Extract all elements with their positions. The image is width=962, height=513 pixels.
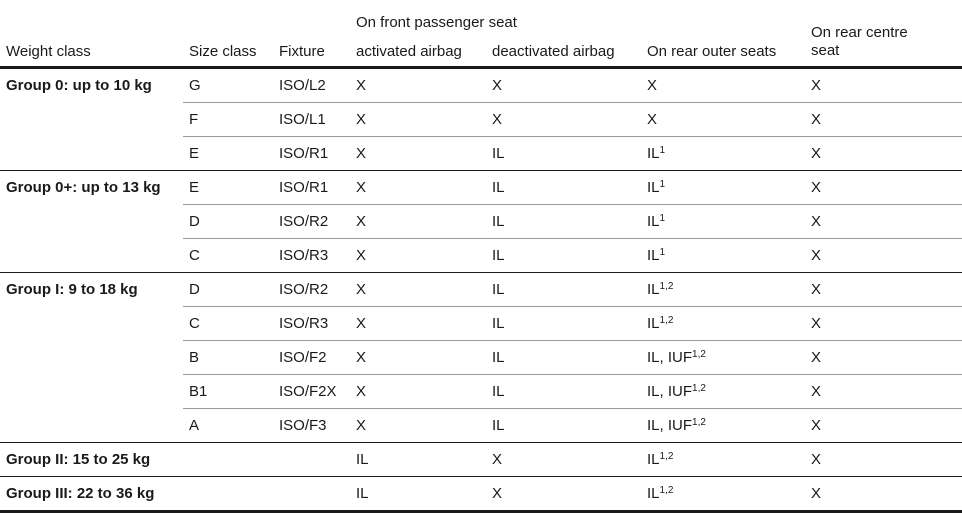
cell-rear-centre-text: X	[811, 349, 822, 366]
cell-activated-airbag	[350, 273, 486, 307]
cell-size-class	[183, 409, 273, 443]
cell-fixture	[273, 409, 350, 443]
header-deactivated-airbag: deactivated airbag	[492, 43, 615, 60]
cell-rear-outer	[641, 137, 805, 171]
cell-activated-airbag	[350, 239, 486, 273]
header-spacer	[0, 0, 183, 33]
cell-deactivated-airbag	[486, 171, 641, 205]
cell-rear-centre-text: X	[811, 247, 822, 264]
header-weight-class: Weight class	[6, 43, 91, 60]
cell-size-class-text: C	[189, 247, 200, 264]
cell-size-class	[183, 273, 273, 307]
cell-deactivated-airbag-text: X	[492, 77, 503, 94]
cell-deactivated-airbag-text: IL	[492, 145, 505, 162]
cell-deactivated-airbag	[486, 137, 641, 171]
cell-deactivated-airbag-text: X	[492, 451, 503, 468]
cell-fixture	[273, 341, 350, 375]
cell-rear-outer	[641, 103, 805, 137]
cell-fixture	[273, 171, 350, 205]
cell-size-class	[183, 477, 273, 512]
cell-fixture-text: ISO/F2X	[279, 383, 337, 400]
cell-deactivated-airbag-text: IL	[492, 179, 505, 196]
footnote-ref: 1,2	[692, 417, 706, 428]
cell-size-class	[183, 137, 273, 171]
cell-rear-centre-text: X	[811, 111, 822, 128]
cell-weight-class	[0, 443, 183, 477]
header-rear-outer: On rear outer seats	[647, 43, 777, 60]
cell-fixture-text: ISO/R1	[279, 145, 329, 162]
cell-rear-outer	[641, 409, 805, 443]
cell-rear-outer	[641, 239, 805, 273]
cell-size-class	[183, 68, 273, 103]
cell-deactivated-airbag	[486, 205, 641, 239]
cell-rear-centre	[805, 307, 962, 341]
table-row	[0, 137, 962, 171]
cell-size-class-text: A	[189, 417, 200, 434]
cell-size-class	[183, 375, 273, 409]
cell-rear-centre-text: X	[811, 417, 822, 434]
cell-weight-class	[0, 307, 183, 341]
cell-deactivated-airbag	[486, 68, 641, 103]
cell-rear-centre-text: X	[811, 179, 822, 196]
header-spacer	[641, 0, 805, 33]
cell-activated-airbag-text: X	[356, 383, 367, 400]
table-row	[0, 375, 962, 409]
cell-deactivated-airbag-text: X	[492, 111, 503, 128]
cell-rear-outer	[641, 307, 805, 341]
cell-activated-airbag-text: X	[356, 145, 367, 162]
footnote-ref: 1,2	[659, 485, 674, 496]
header-spacer	[183, 0, 273, 33]
table-row	[0, 205, 962, 239]
cell-deactivated-airbag	[486, 307, 641, 341]
cell-fixture	[273, 205, 350, 239]
cell-rear-centre-text: X	[811, 451, 822, 468]
header-rear-centre	[805, 0, 962, 68]
cell-rear-outer	[641, 477, 805, 512]
cell-rear-outer-text: IL	[647, 281, 660, 298]
cell-rear-outer-text: X	[647, 77, 658, 94]
cell-deactivated-airbag-text: X	[492, 485, 503, 502]
cell-rear-centre	[805, 205, 962, 239]
cell-weight-class	[0, 409, 183, 443]
cell-weight-class-text: Group I: 9 to 18 kg	[6, 281, 138, 299]
cell-deactivated-airbag-text: IL	[492, 417, 505, 434]
cell-activated-airbag	[350, 443, 486, 477]
cell-fixture-text: ISO/R3	[279, 315, 329, 332]
cell-rear-outer-text: X	[647, 111, 658, 128]
cell-weight-class-text: Group 0+: up to 13 kg	[6, 179, 161, 197]
cell-activated-airbag-text: X	[356, 247, 367, 264]
cell-rear-centre	[805, 375, 962, 409]
table-row	[0, 239, 962, 273]
cell-rear-centre	[805, 443, 962, 477]
cell-weight-class	[0, 375, 183, 409]
cell-fixture	[273, 477, 350, 512]
cell-activated-airbag-text: X	[356, 417, 367, 434]
footnote-ref: 1	[659, 145, 666, 156]
cell-deactivated-airbag-text: IL	[492, 349, 505, 366]
cell-fixture-text: ISO/R3	[279, 247, 329, 264]
cell-size-class	[183, 205, 273, 239]
footnote-ref: 1	[659, 213, 666, 224]
cell-weight-class	[0, 273, 183, 307]
cell-rear-centre-text: X	[811, 77, 822, 94]
table-row	[0, 171, 962, 205]
cell-weight-class	[0, 477, 183, 512]
cell-rear-outer	[641, 443, 805, 477]
cell-activated-airbag-text: X	[356, 281, 367, 298]
cell-fixture	[273, 137, 350, 171]
cell-size-class	[183, 171, 273, 205]
cell-size-class-text: E	[189, 145, 200, 162]
cell-deactivated-airbag	[486, 477, 641, 512]
cell-fixture	[273, 68, 350, 103]
cell-size-class	[183, 341, 273, 375]
header-row-top	[0, 0, 962, 33]
cell-fixture-text: ISO/R2	[279, 281, 329, 298]
cell-rear-centre	[805, 477, 962, 512]
cell-fixture	[273, 273, 350, 307]
cell-size-class-text: C	[189, 315, 200, 332]
cell-activated-airbag	[350, 477, 486, 512]
cell-deactivated-airbag-text: IL	[492, 281, 505, 298]
footnote-ref: 1,2	[659, 451, 674, 462]
cell-rear-outer-text: IL, IUF	[647, 417, 693, 434]
cell-activated-airbag-text: X	[356, 349, 367, 366]
cell-rear-outer-text: IL	[647, 179, 660, 196]
cell-activated-airbag-text: X	[356, 315, 367, 332]
cell-size-class-text: F	[189, 111, 199, 128]
cell-activated-airbag	[350, 171, 486, 205]
cell-fixture	[273, 103, 350, 137]
cell-deactivated-airbag	[486, 409, 641, 443]
table-row	[0, 273, 962, 307]
table-row	[0, 307, 962, 341]
cell-activated-airbag-text: IL	[356, 485, 369, 502]
header-activated-airbag: activated airbag	[356, 43, 462, 60]
cell-deactivated-airbag-text: IL	[492, 315, 505, 332]
cell-rear-outer	[641, 171, 805, 205]
cell-fixture-text: ISO/R1	[279, 179, 329, 196]
cell-weight-class-text: Group 0: up to 10 kg	[6, 77, 152, 95]
cell-size-class-text: E	[189, 179, 200, 196]
cell-rear-outer-text: IL	[647, 145, 660, 162]
cell-weight-class	[0, 68, 183, 103]
cell-deactivated-airbag-text: IL	[492, 383, 505, 400]
cell-deactivated-airbag	[486, 103, 641, 137]
cell-weight-class	[0, 239, 183, 273]
cell-activated-airbag	[350, 307, 486, 341]
cell-weight-class	[0, 137, 183, 171]
cell-rear-centre-text: X	[811, 485, 822, 502]
cell-rear-centre-text: X	[811, 383, 822, 400]
table-row	[0, 103, 962, 137]
cell-activated-airbag-text: IL	[356, 451, 369, 468]
cell-size-class-text: B1	[189, 383, 208, 400]
cell-size-class	[183, 443, 273, 477]
cell-size-class	[183, 307, 273, 341]
cell-rear-outer	[641, 375, 805, 409]
cell-rear-outer	[641, 273, 805, 307]
cell-rear-outer-text: IL	[647, 485, 660, 502]
cell-deactivated-airbag-text: IL	[492, 247, 505, 264]
cell-rear-outer	[641, 205, 805, 239]
cell-activated-airbag	[350, 205, 486, 239]
footnote-ref: 1,2	[659, 315, 674, 326]
cell-deactivated-airbag	[486, 273, 641, 307]
cell-fixture	[273, 375, 350, 409]
table-row	[0, 68, 962, 103]
cell-fixture-text: ISO/R2	[279, 213, 329, 230]
cell-rear-centre	[805, 103, 962, 137]
cell-rear-centre-text: X	[811, 145, 822, 162]
cell-size-class	[183, 239, 273, 273]
cell-deactivated-airbag	[486, 341, 641, 375]
cell-weight-class	[0, 205, 183, 239]
cell-rear-centre	[805, 273, 962, 307]
cell-rear-centre-text: X	[811, 213, 822, 230]
cell-activated-airbag-text: X	[356, 111, 367, 128]
cell-deactivated-airbag	[486, 239, 641, 273]
cell-activated-airbag	[350, 341, 486, 375]
cell-activated-airbag-text: X	[356, 179, 367, 196]
table-row	[0, 443, 962, 477]
cell-rear-outer-text: IL	[647, 213, 660, 230]
cell-deactivated-airbag	[486, 443, 641, 477]
table-row	[0, 341, 962, 375]
cell-rear-outer-text: IL	[647, 451, 660, 468]
header-fixture: Fixture	[279, 43, 325, 60]
cell-fixture-text: ISO/L2	[279, 77, 326, 94]
cell-activated-airbag-text: X	[356, 213, 367, 230]
cell-rear-centre	[805, 68, 962, 103]
cell-fixture-text: ISO/F3	[279, 417, 327, 434]
header-spacer	[273, 0, 350, 33]
header-front-passenger: On front passenger seat	[356, 14, 517, 31]
cell-rear-outer-text: IL, IUF	[647, 383, 693, 400]
cell-rear-outer	[641, 341, 805, 375]
cell-deactivated-airbag	[486, 375, 641, 409]
footnote-ref: 1,2	[692, 349, 706, 360]
cell-fixture	[273, 443, 350, 477]
cell-fixture-text: ISO/L1	[279, 111, 326, 128]
cell-rear-centre	[805, 137, 962, 171]
cell-size-class-text: G	[189, 77, 201, 94]
footnote-ref: 1	[659, 247, 666, 258]
cell-activated-airbag-text: X	[356, 77, 367, 94]
table-body	[0, 68, 962, 512]
footnote-ref: 1,2	[659, 281, 674, 292]
cell-fixture-text: ISO/F2	[279, 349, 327, 366]
cell-rear-centre-text: X	[811, 315, 822, 332]
cell-rear-centre	[805, 171, 962, 205]
cell-weight-class	[0, 341, 183, 375]
header-rear-centre-line1: On rear centre	[811, 24, 908, 41]
table-row	[0, 477, 962, 512]
table-row	[0, 409, 962, 443]
header-rear-centre-line2: seat	[811, 42, 840, 59]
cell-size-class-text: B	[189, 349, 200, 366]
cell-size-class	[183, 103, 273, 137]
footnote-ref: 1	[659, 179, 666, 190]
cell-rear-outer-text: IL, IUF	[647, 349, 693, 366]
cell-weight-class-text: Group III: 22 to 36 kg	[6, 485, 155, 502]
cell-rear-outer	[641, 68, 805, 103]
cell-activated-airbag	[350, 68, 486, 103]
cell-size-class-text: D	[189, 281, 200, 298]
cell-rear-centre	[805, 239, 962, 273]
cell-rear-centre-text: X	[811, 281, 822, 298]
header-size-class: Size class	[189, 43, 257, 60]
cell-weight-class-text: Group II: 15 to 25 kg	[6, 451, 151, 468]
cell-activated-airbag	[350, 375, 486, 409]
cell-weight-class	[0, 171, 183, 205]
cell-weight-class	[0, 103, 183, 137]
cell-activated-airbag	[350, 409, 486, 443]
cell-activated-airbag	[350, 137, 486, 171]
footnote-ref: 1,2	[692, 383, 706, 394]
cell-rear-centre	[805, 341, 962, 375]
cell-deactivated-airbag-text: IL	[492, 213, 505, 230]
cell-rear-outer-text: IL	[647, 315, 660, 332]
cell-fixture	[273, 307, 350, 341]
cell-rear-centre	[805, 409, 962, 443]
cell-size-class-text: D	[189, 213, 200, 230]
cell-activated-airbag	[350, 103, 486, 137]
cell-fixture	[273, 239, 350, 273]
cell-rear-outer-text: IL	[647, 247, 660, 264]
